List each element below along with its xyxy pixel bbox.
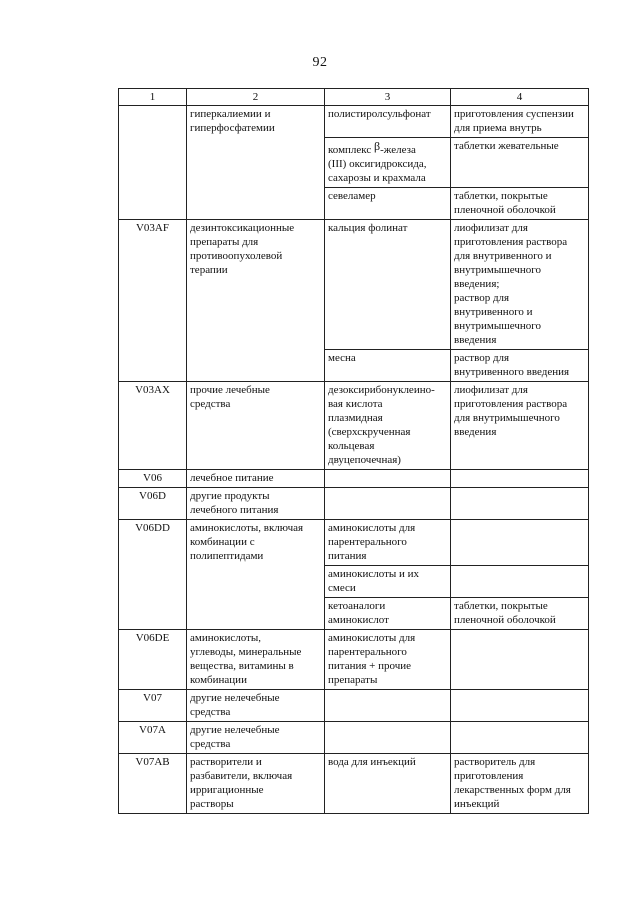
table-row [119,382,589,470]
drug-name-cell: вода для инъекций [325,754,451,814]
drug-name-cell [325,722,451,754]
drug-name-cell: аминокислоты для парентерального питания + прочие препараты [325,630,451,690]
table-row [119,488,589,520]
beta-symbol: β [374,139,381,153]
table-row [119,220,589,350]
table-header-row [119,89,589,106]
group-cell: лечебное питание [187,470,325,488]
group-cell: дезинтоксикационные препараты для противоопухолевой терапии [187,220,325,382]
atc-code-cell: V06 [119,470,187,488]
drug-name-cell [325,488,451,520]
drug-name-cell: севеламер [325,188,451,220]
atc-code-cell: V06D [119,488,187,520]
page-number: 92 [312,55,328,70]
table-row [119,470,589,488]
dosage-form-cell: лиофилизат для приготовления раствора для внутривенного и внутримышечного введения; раствор для внутривенного и внутримышечного введения [451,220,589,350]
atc-code-cell [119,106,187,220]
dosage-form-cell [451,470,589,488]
drug-name-cell: кетоаналоги аминокислот [325,598,451,630]
dosage-form-cell [451,630,589,690]
header-col-1: 1 [119,89,187,106]
dosage-form-cell: таблетки, покрытые пленочной оболочкой [451,598,589,630]
table-row [119,106,589,138]
table-row [119,754,589,814]
drug-name-cell: полистиролсульфонат [325,106,451,138]
table-row [119,690,589,722]
group-cell: аминокислоты, углеводы, минеральные вещества, витамины в комбинации [187,630,325,690]
drug-classification-table [118,88,589,814]
dosage-form-cell [451,566,589,598]
atc-code-cell: V06DE [119,630,187,690]
dosage-form-cell: растворитель для приготовления лекарственных форм для инъекций [451,754,589,814]
drug-name-cell: аминокислоты и их смеси [325,566,451,598]
atc-code-cell: V03AF [119,220,187,382]
atc-code-cell: V07AB [119,754,187,814]
drug-name-cell [325,138,451,188]
dosage-form-cell [451,488,589,520]
header-col-4: 4 [451,89,589,106]
drug-name-suffix: -железа (III) оксигидроксида, сахарозы и крахмала [328,144,427,184]
atc-code-cell: V06DD [119,520,187,630]
group-cell: другие продукты лечебного питания [187,488,325,520]
drug-name-cell: дезоксирибонуклеино- вая кислота плазмидная (сверхскрученная кольцевая двуцепочечная) [325,382,451,470]
drug-name-prefix: комплекс [328,144,374,156]
dosage-form-cell: таблетки жевательные [451,138,589,188]
header-col-3: 3 [325,89,451,106]
table-row [119,630,589,690]
drug-name-cell: кальция фолинат [325,220,451,350]
group-cell: аминокислоты, включая комбинации с полипептидами [187,520,325,630]
dosage-form-cell [451,722,589,754]
group-cell: растворители и разбавители, включая ирригационные растворы [187,754,325,814]
group-cell: другие нелечебные средства [187,690,325,722]
dosage-form-cell [451,520,589,566]
group-cell: прочие лечебные средства [187,382,325,470]
dosage-form-cell: таблетки, покрытые пленочной оболочкой [451,188,589,220]
dosage-form-cell: раствор для внутривенного введения [451,350,589,382]
atc-code-cell: V07A [119,722,187,754]
dosage-form-cell: лиофилизат для приготовления раствора для внутримышечного введения [451,382,589,470]
group-cell: гиперкалиемии и гиперфосфатемии [187,106,325,220]
drug-name-cell [325,470,451,488]
dosage-form-cell: приготовления суспензии для приема внутрь [451,106,589,138]
atc-code-cell: V07 [119,690,187,722]
header-col-2: 2 [187,89,325,106]
atc-code-cell: V03AX [119,382,187,470]
group-cell: другие нелечебные средства [187,722,325,754]
drug-name-cell: месна [325,350,451,382]
dosage-form-cell [451,690,589,722]
drug-name-cell: аминокислоты для парентерального питания [325,520,451,566]
table-row [119,722,589,754]
drug-name-cell [325,690,451,722]
table-row [119,520,589,566]
